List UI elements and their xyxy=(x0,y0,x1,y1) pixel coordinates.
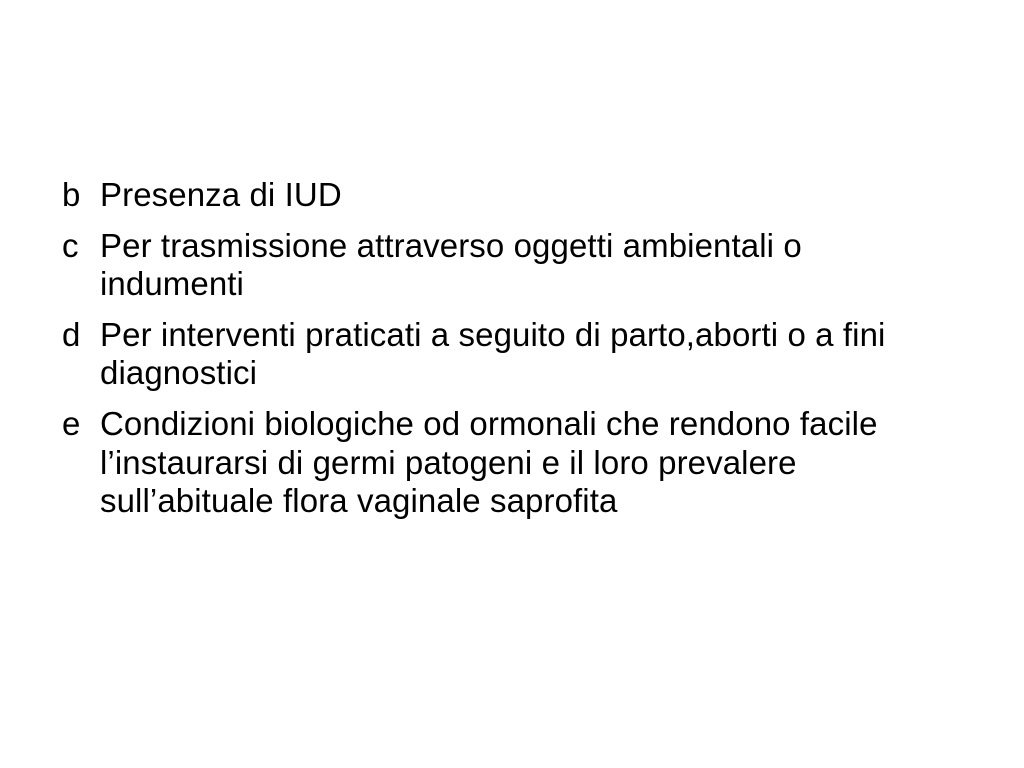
list-item-marker: c xyxy=(62,226,79,264)
bullet-list xyxy=(62,176,942,533)
list-item-marker: e xyxy=(62,405,81,443)
list-item xyxy=(62,176,942,215)
list-item-text: Presenza di IUD xyxy=(100,176,342,213)
list-item-text: Condizioni biologiche od ormonali che rendono facile l’instaurarsi di germi patogeni e il loro prevalere sull’abituale flora vaginale saprofita xyxy=(100,405,878,520)
list-item-marker: d xyxy=(62,315,81,353)
list-item-marker: b xyxy=(62,176,81,213)
list-item xyxy=(62,227,942,304)
list-item xyxy=(62,316,942,393)
list-item xyxy=(62,405,942,521)
list-item-text: Per interventi praticati a seguito di parto,aborti o a fini diagnostici xyxy=(100,315,886,392)
list-item-text: Per trasmissione attraverso oggetti ambientali o indumenti xyxy=(100,226,802,303)
